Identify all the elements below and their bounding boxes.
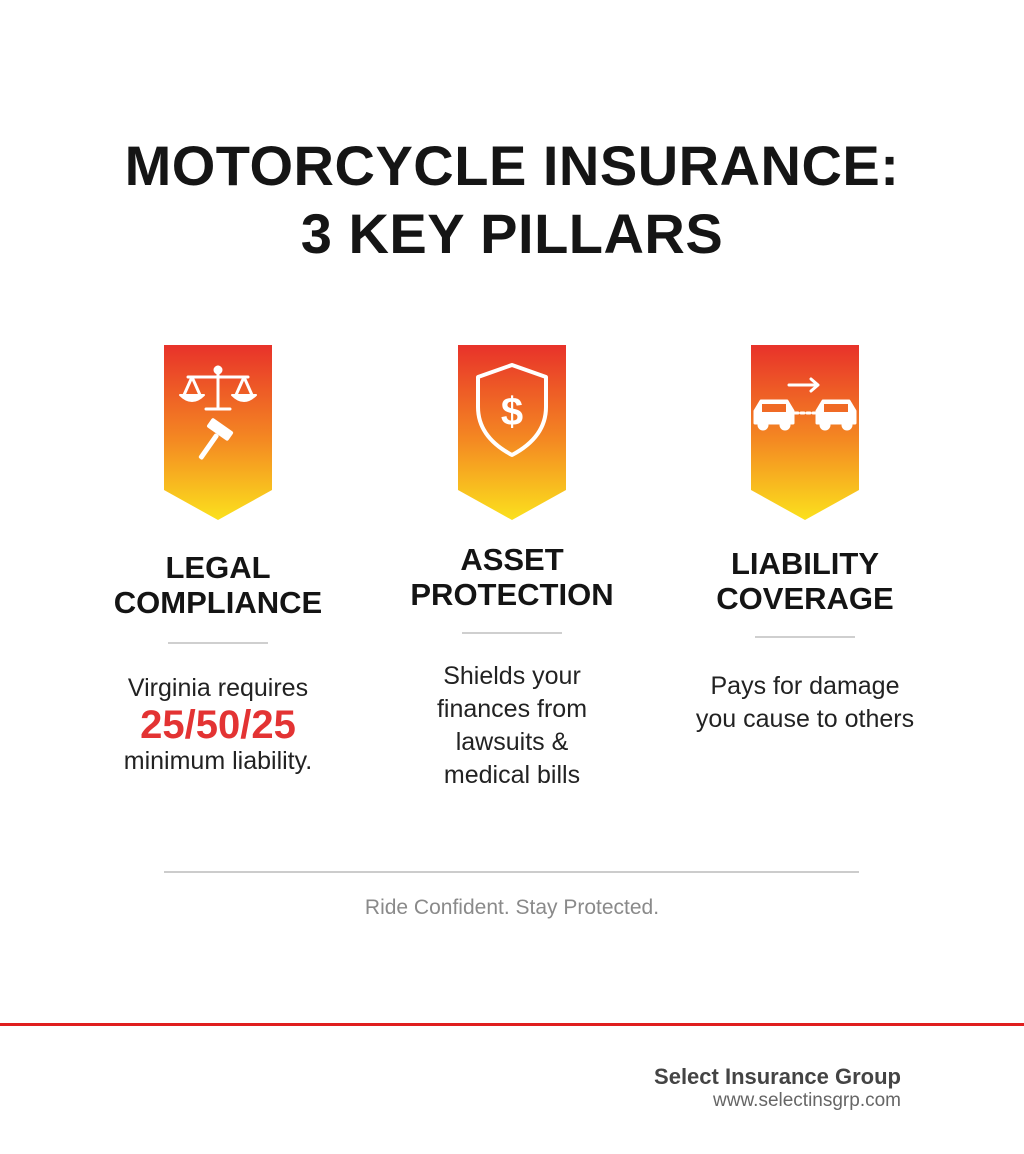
pillar-description [655,670,955,736]
pillar-banner [751,345,859,520]
desc-line: Virginia requires [127,674,309,702]
heading-line: ASSET [460,542,564,577]
brand-name: Select Insurance Group [654,1064,901,1089]
footer-divider [164,871,859,873]
pillar-heading [362,542,662,612]
pillar-heading [68,550,368,620]
page-title [0,132,1024,268]
pillar-divider [462,632,562,634]
pillar-divider [755,636,855,638]
pillar-liability-coverage [655,345,955,736]
pillar-asset-protection [362,345,662,792]
desc-line: medical bills [443,761,581,789]
brand-url[interactable]: www.selectinsgrp.com [713,1090,901,1111]
svg-text:$: $ [500,390,524,434]
pillar-description [68,672,368,778]
pillar-divider [168,642,268,644]
desc-line: minimum liability. [123,747,313,775]
heading-line: LEGAL [165,550,271,585]
pillar-banner [164,345,272,520]
desc-line: Shields your [443,662,581,690]
minimum-liability-highlight: 25/50/25 [140,703,296,747]
brand-block [654,1064,901,1112]
pillar-description [362,660,662,792]
heading-line: LIABILITY [730,546,880,581]
pillar-banner [458,345,566,520]
desc-line: lawsuits & [455,728,569,756]
title-line-1: MOTORCYCLE INSURANCE: [124,134,900,197]
desc-line: Pays for damage [710,672,900,700]
pillar-heading [655,546,955,616]
heading-line: PROTECTION [410,577,614,612]
heading-line: COVERAGE [716,581,894,616]
pillar-legal-compliance [68,345,368,778]
desc-line: you cause to others [695,705,915,733]
desc-line: finances from [436,695,588,723]
tagline: Ride Confident. Stay Protected. [364,896,660,919]
title-line-2: 3 KEY PILLARS [300,202,724,265]
heading-line: COMPLIANCE [113,585,323,620]
red-rule [0,1023,1024,1026]
